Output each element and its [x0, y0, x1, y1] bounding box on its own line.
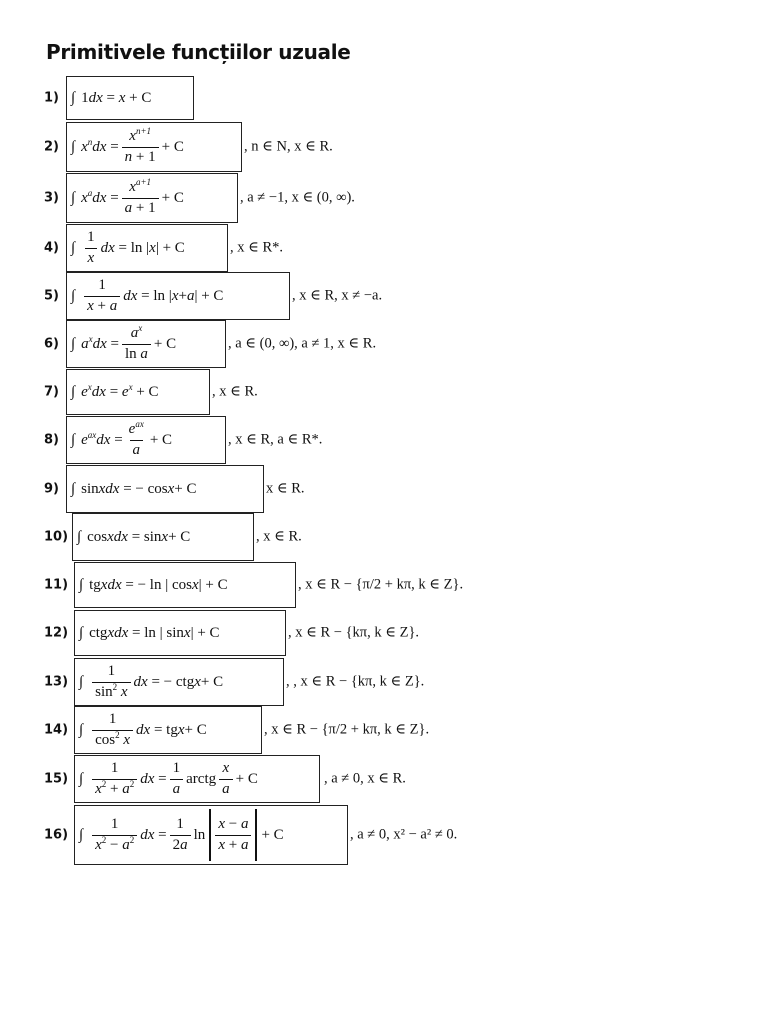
formula-number: 1) [44, 90, 59, 106]
formula-box: ∫ $e^{ax}dx$ = $\frac{e^{ax}}{a}$ + C [66, 416, 226, 464]
formula-condition: , a ≠ −1, x ∈ (0, ∞). [240, 189, 355, 206]
formula-box: ∫ tg xdx = − ln | cos x | + C [74, 562, 296, 608]
formula-row [0, 513, 768, 561]
formula-number: 13) [44, 674, 69, 690]
formula-number: 15) [44, 771, 69, 787]
formula-condition: , x ∈ R − {kπ, k ∈ Z}. [288, 624, 420, 641]
formula-box: ∫ $\frac{1}{\cos^2 x}$ dx = tg x + C [74, 706, 262, 754]
formula-row [0, 416, 768, 464]
formula-number: 3) [44, 190, 59, 206]
formula-row [0, 658, 768, 706]
formula-row [0, 76, 768, 120]
formula-row [0, 562, 768, 608]
formula-number: 14) [44, 722, 69, 738]
formula-row [0, 369, 768, 415]
formula-condition: x ∈ R. [266, 480, 305, 497]
formula-condition: , x ∈ R. [212, 383, 258, 400]
formula-box: ∫ 1 dx = x + C [66, 76, 194, 120]
formula-condition: , x ∈ R. [256, 528, 302, 545]
page-title: Primitivele funcțiilor uzuale [46, 40, 351, 64]
formula-condition: , a ≠ 0, x ∈ R. [324, 770, 406, 787]
formula-row [0, 755, 768, 803]
formula-box: ∫ $\frac{1}{\sin^2 x}$ dx = − ctg x + C [74, 658, 284, 706]
formula-number: 4) [44, 240, 59, 256]
formula-box: ∫ $x^adx$ = $\frac{x^{a+1}}{a + 1}$ + C [66, 173, 238, 223]
formula-box: ∫ $\frac{1}{x + a}$ dx = ln | x + a | + C [66, 272, 290, 320]
formula-box: ∫ cos xdx = sin x + C [72, 513, 254, 561]
formula-box: ∫ $e^xdx$ = $e^x$ + C [66, 369, 210, 415]
formula-box: ∫ $\frac{1}{x^2 - a^2}$ dx = $\frac{1}{2a}$ ln $\frac{x - a}{x + a}$ + C [74, 805, 348, 865]
formula-row [0, 706, 768, 754]
formula-row [0, 320, 768, 368]
formula-condition: , x ∈ R*. [230, 239, 284, 256]
formula-row [0, 805, 768, 865]
formula-condition: , a ∈ (0, ∞), a ≠ 1, x ∈ R. [228, 335, 377, 352]
formula-row [0, 173, 768, 223]
formula-condition: , , x ∈ R − {kπ, k ∈ Z}. [286, 673, 425, 690]
formula-number: 10) [44, 529, 69, 545]
formula-condition: , x ∈ R − {π/2 + kπ, k ∈ Z}. [298, 576, 464, 593]
formula-number: 12) [44, 625, 69, 641]
formula-condition: , x ∈ R, x ≠ −a. [292, 287, 383, 304]
formula-box: ∫ $x^ndx$ = $\frac{x^{n+1}}{n + 1}$ + C [66, 122, 242, 172]
formula-number: 16) [44, 827, 69, 843]
formula-number: 2) [44, 139, 59, 155]
formula-number: 6) [44, 336, 59, 352]
formula-row [0, 465, 768, 513]
formula-condition: , x ∈ R − {π/2 + kπ, k ∈ Z}. [264, 721, 430, 738]
formula-row [0, 272, 768, 320]
formula-number: 11) [44, 577, 69, 593]
formula-number: 7) [44, 384, 59, 400]
formula-number: 8) [44, 432, 59, 448]
formula-condition: , n ∈ N, x ∈ R. [244, 138, 333, 155]
formula-box: ∫ sin xdx = − cos x + C [66, 465, 264, 513]
formula-box: ∫ $a^xdx$ = $\frac{a^x}{\text{ln a}}$ + C [66, 320, 226, 368]
formula-box: ∫ $\frac{1}{x}$ dx = ln | x | + C [66, 224, 228, 272]
formula-row [0, 122, 768, 172]
formula-row [0, 224, 768, 272]
formula-condition: , a ≠ 0, x² − a² ≠ 0. [350, 826, 458, 843]
formula-row [0, 610, 768, 656]
formula-box: ∫ ctg xdx = ln | sin x | + C [74, 610, 286, 656]
formula-number: 9) [44, 481, 59, 497]
formula-box: ∫ $\frac{1}{x^2 + a^2}$ dx = $\frac{1}{a}$ arctg $\frac{x}{a}$ + C [74, 755, 320, 803]
formula-condition: , x ∈ R, a ∈ R*. [228, 431, 323, 448]
formula-number: 5) [44, 288, 59, 304]
